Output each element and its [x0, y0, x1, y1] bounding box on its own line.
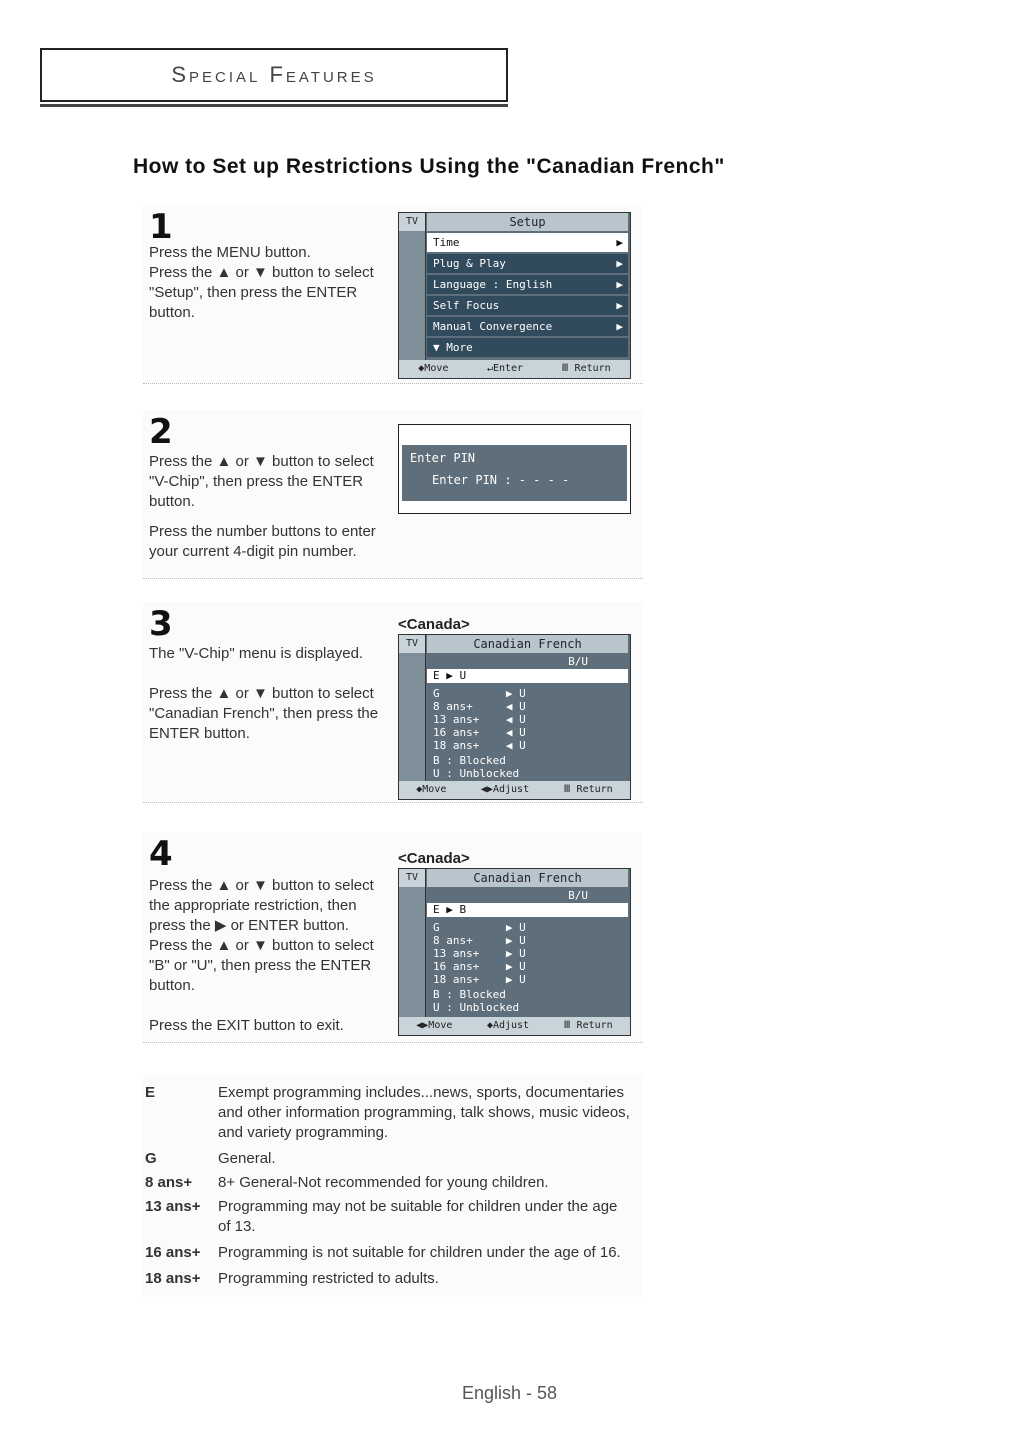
legend-code: G: [145, 1150, 157, 1167]
selected-row: E ▶ U: [427, 669, 628, 683]
setup-screen: [398, 212, 631, 379]
menu-item: Time ▶: [427, 233, 628, 252]
menu-item: Self Focus ▶: [427, 296, 628, 315]
canadian-french-screen: [398, 634, 631, 800]
pin-prompt: Enter PIN : - - - -: [432, 473, 570, 487]
tv-label: TV: [399, 635, 425, 653]
legend-desc: Exempt programming includes...news, sports, documentaries and other information programming, talk shows, music videos, and variety programming.: [218, 1084, 630, 1141]
legend-code: 18 ans+: [145, 1270, 201, 1287]
step-text: The "V-Chip" menu is displayed.: [149, 645, 364, 662]
pin-screen: [398, 424, 631, 514]
ratings-legend: [143, 1075, 643, 1297]
screen-sidebar: [399, 213, 426, 360]
rating-menu: [427, 655, 628, 780]
step-text: Press the ▲ or ▼ button to select the appropriate restriction, then press the ▶ or ENTER button. Press the ▲ or ▼ button to select "B" or "U", then press the ENTER button.: [149, 877, 374, 994]
section-header: Special Features: [171, 62, 377, 87]
screen-footer: ◆Move ◀▶Adjust Ⅲ Return: [399, 781, 630, 799]
rating-rows: G ▶ U 8 ans+ ▶ U 13 ans+ ▶ U 16 ans+ ▶ U 18 ans+ ▶ U: [433, 921, 526, 986]
menu-item: Manual Convergence ▶: [427, 317, 628, 336]
step-number: 3: [149, 604, 173, 644]
canada-label: <Canada>: [398, 616, 470, 633]
step-text-2: Press the number buttons to enter your current 4-digit pin number.: [149, 523, 376, 560]
screen-title: Setup: [427, 213, 628, 231]
step-4: [143, 832, 643, 1043]
legend-code: E: [145, 1084, 156, 1101]
pin-title: Enter PIN: [410, 451, 476, 465]
column-header: B/U: [568, 889, 588, 902]
rating-rows: G ▶ U 8 ans+ ◀ U 13 ans+ ◀ U 16 ans+ ◀ U 18 ans+ ◀ U: [433, 687, 526, 752]
step-3: [143, 602, 643, 803]
screen-sidebar: [399, 635, 426, 781]
legend-code: 8 ans+: [145, 1174, 193, 1191]
screen-title: Canadian French: [427, 869, 628, 887]
canada-label: <Canada>: [398, 850, 470, 867]
legend-desc: Programming may not be suitable for children under the age of 13.: [218, 1198, 618, 1235]
canadian-french-screen: [398, 868, 631, 1036]
pin-panel: [402, 445, 627, 501]
tv-label: TV: [399, 213, 425, 231]
legend-desc: 8+ General-Not recommended for young children.: [218, 1174, 549, 1191]
legend-notes: B : Blocked U : Unblocked: [433, 754, 520, 780]
step-2: [143, 410, 643, 579]
legend-desc: Programming is not suitable for children under the age of 16.: [218, 1244, 621, 1261]
page-title: How to Set up Restrictions Using the "Canadian French": [133, 155, 725, 178]
screen-footer: ◀▶Move ◆Adjust Ⅲ Return: [399, 1017, 630, 1035]
menu-item: ▼ More: [427, 338, 628, 357]
setup-menu: [427, 233, 628, 359]
step-number: 2: [149, 412, 173, 452]
screen-title: Canadian French: [427, 635, 628, 653]
menu-item: Language : English ▶: [427, 275, 628, 294]
legend-desc: Programming restricted to adults.: [218, 1270, 439, 1287]
header-rule: [40, 104, 508, 107]
legend-desc: General.: [218, 1150, 276, 1167]
screen-footer: ◆Move ↵Enter Ⅲ Return: [399, 360, 630, 378]
section-header-box: [40, 48, 508, 102]
legend-notes: B : Blocked U : Unblocked: [433, 988, 520, 1014]
page-footer: English - 58: [461, 1383, 558, 1403]
step-number: 4: [149, 834, 173, 874]
step-text: Press the ▲ or ▼ button to select "V-Chip", then press the ENTER button.: [149, 453, 374, 510]
legend-code: 16 ans+: [145, 1244, 201, 1261]
tv-label: TV: [399, 869, 425, 887]
step-1: [143, 205, 643, 384]
step-text: Press the MENU button. Press the ▲ or ▼ button to select "Setup", then press the ENTER button.: [149, 244, 374, 321]
step-text-2: Press the EXIT button to exit.: [149, 1017, 344, 1034]
selected-row: E ▶ B: [427, 903, 628, 917]
legend-code: 13 ans+: [145, 1198, 201, 1215]
menu-item: Plug & Play ▶: [427, 254, 628, 273]
step-text-2: Press the ▲ or ▼ button to select "Canadian French", then press the ENTER button.: [149, 685, 379, 742]
screen-sidebar: [399, 869, 426, 1017]
rating-menu: [427, 889, 628, 1014]
column-header: B/U: [568, 655, 588, 668]
step-number: 1: [149, 207, 173, 247]
